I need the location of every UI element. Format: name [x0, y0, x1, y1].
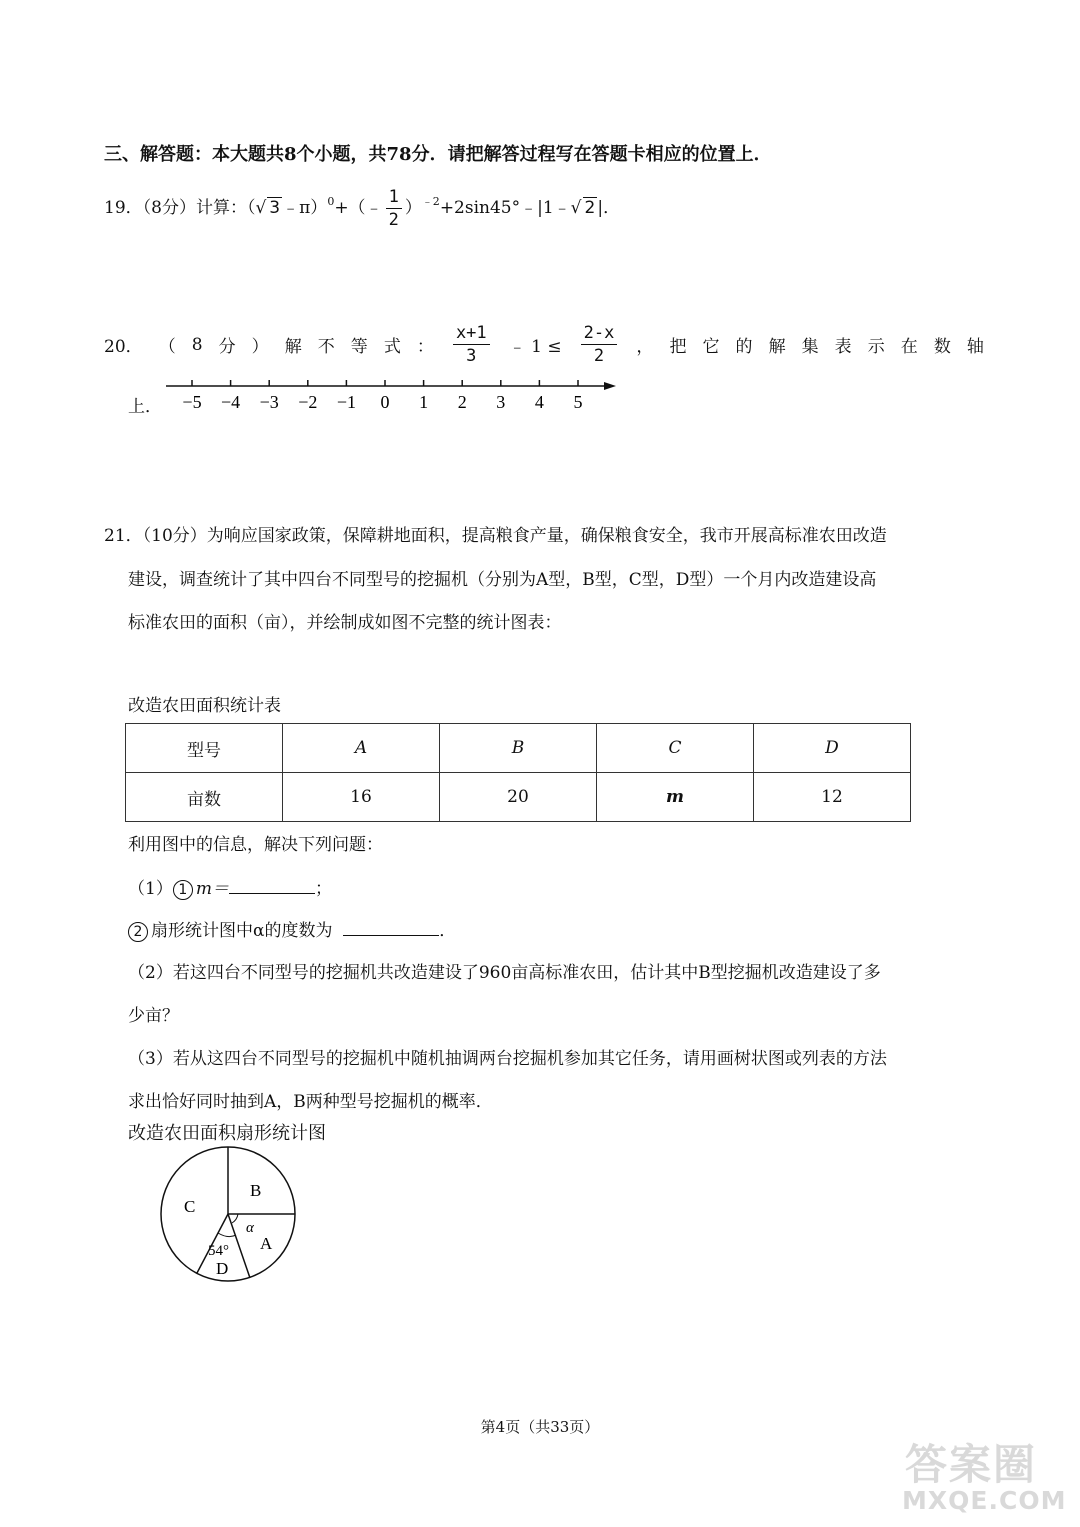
number-line-label: −1 — [336, 392, 356, 412]
circled-1-icon: 1 — [173, 880, 193, 900]
pie-angle-54: 54° — [208, 1243, 229, 1259]
number-line — [160, 374, 630, 416]
sqrt-icon: √ — [255, 198, 267, 218]
sqrt-icon: √ — [570, 198, 582, 218]
table-row — [126, 724, 911, 773]
q19-fraction — [386, 186, 402, 231]
use-info: 利用图中的信息，解决下列问题： — [128, 835, 383, 855]
page-footer: 第4页（共33页） — [480, 1418, 600, 1436]
section-title: 三、解答题：本大题共8个小题，共78分．请把解答过程写在答题卡相应的位置上． — [104, 144, 772, 165]
q20-fraction-right — [581, 322, 618, 367]
part-3-line2: 求出恰好同时抽到A，B两种型号挖掘机的概率． — [128, 1092, 493, 1112]
q20-frac2-num: 2-x — [581, 322, 618, 345]
number-line-label: 5 — [573, 392, 583, 412]
watermark-logo: 答案圈 — [905, 1440, 1038, 1489]
pie-label-a: A — [260, 1234, 273, 1253]
pie-title: 改造农田面积扇形统计图 — [128, 1123, 326, 1144]
table-cell: 12 — [754, 773, 911, 822]
q20-word: 20． — [104, 337, 143, 357]
q19-exponent-neg2: ﹣2 — [421, 195, 440, 208]
q19-radicand-3: 3 — [269, 198, 281, 218]
pie-label-b: B — [250, 1181, 262, 1200]
question-20 — [104, 322, 984, 367]
q19-frac-num: 1 — [386, 186, 402, 209]
part-1-label: （1） — [128, 879, 173, 899]
part-1-end: ； — [314, 879, 332, 899]
q20-line2: 上． — [128, 397, 162, 417]
pie-alpha: α — [246, 1220, 254, 1236]
q20-word: ， — [636, 337, 654, 357]
answer-blank-m — [229, 877, 315, 894]
q20-word: 式 — [383, 337, 401, 357]
q20-word: 示 — [867, 337, 885, 357]
q20-word: 分 — [218, 337, 236, 357]
number-line-label: 4 — [534, 392, 544, 412]
q20-word: 它 — [702, 337, 720, 357]
q20-word: 轴 — [966, 337, 984, 357]
q19-frac-den: 2 — [388, 210, 399, 230]
number-line-label: 2 — [457, 392, 467, 412]
table-cell: 20 — [440, 773, 597, 822]
q19-end: |． — [597, 198, 621, 218]
q20-word: 等 — [350, 337, 368, 357]
q19-plus-open: +（﹣ — [334, 198, 383, 218]
answer-blank-alpha — [343, 919, 439, 936]
q19-radicand-2: 2 — [584, 198, 596, 218]
q20-word: 数 — [933, 337, 951, 357]
q20-frac1-num: x+1 — [453, 322, 490, 345]
table-header-cell: B — [440, 724, 597, 773]
part-2-line2: 少亩？ — [128, 1006, 179, 1026]
q20-mid: ﹣ 1 ≤ — [508, 337, 562, 357]
pie-label-c: C — [184, 1197, 196, 1216]
q20-word: 的 — [735, 337, 753, 357]
q20-word: 把 — [669, 337, 687, 357]
table-header-cell: D — [754, 724, 911, 773]
part-1b — [128, 916, 456, 942]
part-1b-text: 扇形统计图中α的度数为 — [151, 921, 333, 941]
angle-arc-54 — [218, 1233, 236, 1237]
q20-word: ） — [251, 337, 269, 357]
question-19 — [104, 186, 620, 231]
table-header-cell: 型号 — [126, 724, 283, 773]
q20-word: 8 — [191, 334, 203, 355]
q20-word: 解 — [768, 337, 786, 357]
angle-arc-alpha — [232, 1214, 238, 1223]
q19-close: ） — [404, 198, 422, 218]
number-line-label: −5 — [182, 392, 202, 412]
table-cell: 16 — [283, 773, 440, 822]
q20-word: 不 — [317, 337, 335, 357]
q20-word: 表 — [834, 337, 852, 357]
q19-prefix: 19．（8分）计算：（ — [104, 198, 256, 218]
q19-exponent-0: 0 — [327, 195, 335, 208]
q21-line2: 建设，调查统计了其中四台不同型号的挖掘机（分别为A型，B型，C型，D型）一个月内改造建设高 — [128, 570, 877, 590]
q20-word: （ — [158, 337, 176, 357]
circled-2-icon: 2 — [128, 922, 148, 942]
table-header-cell: C — [597, 724, 754, 773]
table-title: 改造农田面积统计表 — [128, 696, 281, 716]
part-3-line1: （3）若从这四台不同型号的挖掘机中随机抽调两台挖掘机参加其它任务，请用画树状图或列表的方法 — [128, 1049, 887, 1069]
q20-word: 在 — [900, 337, 918, 357]
q20-frac2-den: 2 — [593, 346, 605, 366]
number-line-label: −2 — [298, 392, 318, 412]
q19-minus-pi: ﹣π） — [282, 198, 328, 218]
area-table — [125, 723, 911, 822]
number-line-label: −3 — [259, 392, 279, 412]
part-2-line1: （2）若这四台不同型号的挖掘机共改造建设了960亩高标准农田，估计其中B型挖掘机改造建设了多 — [128, 963, 881, 983]
part-1 — [128, 874, 332, 900]
arrow-right-icon — [604, 382, 616, 390]
number-line-label: −4 — [221, 392, 241, 412]
q19-rest: +2sin45°﹣|1﹣ — [439, 198, 571, 218]
q20-frac1-den: 3 — [466, 346, 477, 366]
watermark-url: MXQE.COM — [902, 1486, 1067, 1515]
table-cell: m — [597, 773, 754, 822]
pie-label-d: D — [216, 1259, 229, 1278]
q20-word: 集 — [801, 337, 819, 357]
table-cell: 亩数 — [126, 773, 283, 822]
number-line-ticks — [182, 380, 582, 412]
q20-fraction-left — [453, 322, 490, 367]
table-header-cell: A — [283, 724, 440, 773]
pie-figure — [150, 1140, 310, 1290]
table-row — [126, 773, 911, 822]
q21-line3: 标准农田的面积（亩），并绘制成如图不完整的统计图表： — [128, 613, 562, 633]
m-label: m＝ — [195, 879, 229, 899]
part-1b-end: ． — [439, 921, 457, 941]
q21-line1: 21．（10分）为响应国家政策，保障耕地面积，提高粮食产量，确保粮食安全，我市开展高标准农田改造 — [104, 526, 887, 546]
number-line-label: 1 — [419, 392, 429, 412]
number-line-label: 0 — [380, 392, 390, 412]
number-line-label: 3 — [496, 392, 506, 412]
q20-word: ： — [416, 337, 434, 357]
q20-word: 解 — [284, 337, 302, 357]
